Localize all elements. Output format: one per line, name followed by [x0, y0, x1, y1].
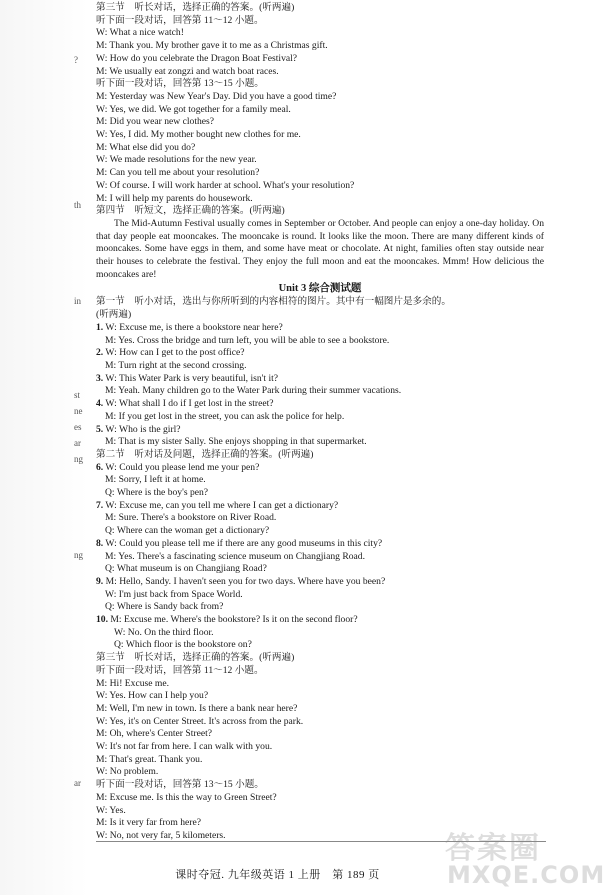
- line-text: W: Could you please lend me your pen?: [103, 461, 260, 473]
- line-text: M: Sorry, I left it at home.: [105, 474, 206, 486]
- margin-fragment: ar: [74, 438, 81, 448]
- text-line: [96, 614, 544, 627]
- page-content: [96, 2, 544, 843]
- line-text: W: Excuse me, is there a bookstore near here?: [103, 321, 283, 333]
- text-line: [96, 398, 544, 411]
- line-text: W: No, not very far, 5 kilometers.: [96, 830, 226, 841]
- line-text: M: Yes. Cross the bridge and turn left, you will be able to see a bookstore.: [105, 334, 390, 346]
- unit-title: Unit 3 综合测试题: [278, 283, 362, 295]
- line-text: W: This Water Park is very beautiful, isn't it?: [103, 372, 279, 384]
- text-line: [96, 487, 544, 500]
- text-line: [96, 601, 544, 614]
- text-line: [96, 639, 544, 652]
- line-text: 听下面一段对话，回答第 13～15 小题。: [96, 779, 264, 791]
- text-line: [96, 78, 544, 91]
- question-number: 9.: [96, 575, 104, 587]
- line-text: Q: Which floor is the bookstore on?: [114, 639, 252, 651]
- page-footer: 课时夺冠. 九年级英语 1 上册 第 189 页: [175, 869, 380, 881]
- section-block-unit3: [96, 296, 544, 842]
- text-line: [96, 779, 544, 792]
- section-block-top: [96, 2, 544, 218]
- text-line: [96, 373, 544, 386]
- line-text: M: That's great. Thank you.: [96, 753, 203, 765]
- text-line: [96, 627, 544, 640]
- line-text: M: Thank you. My brother gave it to me as a Christmas gift.: [96, 40, 328, 52]
- line-text: Q: Where can the woman get a dictionary?: [105, 525, 270, 537]
- line-text: M: What else did you do?: [96, 141, 196, 153]
- watermark-text-bottom: MXQE.COM: [447, 861, 605, 889]
- question-number: 7.: [96, 499, 104, 511]
- line-text: M: If you get lost in the street, you can ask the police for help.: [105, 410, 345, 422]
- line-text: M: Well, I'm new in town. Is there a bank near here?: [96, 702, 298, 714]
- line-text: M: Sure. There's a bookstore on River Road.: [105, 512, 277, 524]
- text-line: [96, 652, 544, 665]
- line-text: 听下面一段对话，回答第 11～12 小题。: [96, 14, 264, 26]
- text-line: [96, 551, 544, 564]
- line-text: W: What shall I do if I get lost in the street?: [103, 398, 274, 410]
- line-text: Q: What museum is on Changjiang Road?: [105, 563, 267, 575]
- line-text: W: Excuse me, can you tell me where I can get a dictionary?: [103, 499, 339, 511]
- line-text: 第四节 听短文，选择正确的答案。(听两遍): [96, 205, 285, 217]
- text-line: [96, 296, 544, 309]
- margin-fragment: es: [74, 422, 82, 432]
- line-text: 第三节 听长对话，选择正确的答案。(听两遍): [96, 652, 295, 664]
- text-line: [96, 104, 544, 117]
- line-text: W: Yes.: [96, 804, 126, 816]
- line-text: M: Oh, where's Center Street?: [96, 728, 213, 740]
- line-text: (听两遍): [96, 309, 132, 321]
- text-line: [96, 142, 544, 155]
- line-text: Q: Where is Sandy back from?: [105, 601, 224, 613]
- line-text: M: We usually eat zongzi and watch boat races.: [96, 65, 279, 77]
- text-line: [96, 322, 544, 335]
- margin-fragment: ng: [74, 454, 83, 464]
- left-margin-bleed: [0, 0, 88, 895]
- text-line: [96, 53, 544, 66]
- margin-fragment: th: [74, 200, 82, 210]
- watermark-logo: [439, 823, 605, 891]
- line-text: M: Turn right at the second crossing.: [105, 359, 247, 371]
- line-text: W: I'm just back from Space World.: [105, 588, 243, 600]
- text-line: [96, 792, 544, 805]
- text-line: [96, 27, 544, 40]
- text-line: [96, 411, 544, 424]
- line-text: W: We made resolutions for the new year.: [96, 154, 257, 166]
- text-line: [96, 525, 544, 538]
- question-number: 8.: [96, 537, 104, 549]
- text-line: [96, 703, 544, 716]
- question-number: 2.: [96, 347, 104, 359]
- line-text: W: No problem.: [96, 766, 159, 778]
- line-text: W: No. On the third floor.: [114, 626, 214, 638]
- line-text: W: Yes, I did. My mother bought new clothes for me.: [96, 129, 301, 141]
- line-text: M: Hello, Sandy. I haven't seen you for two days. Where have you been?: [103, 575, 386, 587]
- question-number: 5.: [96, 423, 104, 435]
- text-line: [96, 449, 544, 462]
- text-line: [96, 766, 544, 779]
- line-text: W: How can I get to the post office?: [103, 347, 245, 359]
- margin-fragment: ar: [74, 778, 81, 788]
- margin-fragment: ng: [74, 550, 83, 560]
- line-text: W: How do you celebrate the Dragon Boat Festival?: [96, 52, 298, 64]
- text-line: [96, 563, 544, 576]
- watermark-text-top: 答案圈: [445, 831, 541, 866]
- line-text: M: Excuse me. Where's the bookstore? Is it on the second floor?: [108, 614, 358, 626]
- line-text: 听下面一段对话，回答第 13～15 小题。: [96, 78, 264, 90]
- text-line: [96, 15, 544, 28]
- line-text: W: Yes, it's on Center Street. It's across from the park.: [96, 715, 304, 727]
- text-line: [96, 728, 544, 741]
- line-text: 第二节 听对话及问题，选择正确的答案。(听两遍): [96, 448, 314, 460]
- margin-fragment: ?: [74, 55, 78, 65]
- line-text: W: Yes. How can I help you?: [96, 690, 209, 702]
- line-text: M: Is it very far from here?: [96, 817, 201, 829]
- text-line: [96, 167, 544, 180]
- text-line: [96, 462, 544, 475]
- line-text: M: I will help my parents do housework.: [96, 192, 253, 204]
- line-text: W: Could you please tell me if there are any good museums in this city?: [103, 537, 383, 549]
- line-text: W: It's not far from here. I can walk with you.: [96, 741, 273, 753]
- line-text: 听下面一段对话，回答第 11～12 小题。: [96, 664, 264, 676]
- text-line: [96, 665, 544, 678]
- margin-fragment: in: [74, 296, 82, 306]
- text-line: [96, 716, 544, 729]
- line-text: M: Can you tell me about your resolution?: [96, 167, 260, 179]
- text-line: [96, 500, 544, 513]
- text-line: [96, 347, 544, 360]
- text-line: [96, 116, 544, 129]
- line-text: M: Yeah. Many children go to the Water Park during their summer vacations.: [105, 385, 402, 397]
- line-text: M: Hi! Excuse me.: [96, 677, 170, 689]
- text-line: [96, 360, 544, 373]
- line-text: Q: Where is the boy's pen?: [105, 487, 209, 499]
- text-line: [96, 385, 544, 398]
- text-line: [96, 741, 544, 754]
- text-line: [96, 66, 544, 79]
- line-text: M: Excuse me. Is this the way to Green Street?: [96, 791, 277, 803]
- passage-paragraph: The Mid-Autumn Festival usually comes in September or October. And people can enjoy a one-day holiday. On that day people eat mooncakes. The mooncake is round. It looks like the moon. There are many different kinds of mooncakes. Some have eggs in them, and some have meat or chocolate. At night, families often stay outside near their houses to celebrate the festival. They enjoy the full moon and eat the mooncakes. Mmm! How delicious the mooncakes are!: [96, 217, 544, 280]
- line-text: W: Who is the girl?: [103, 423, 181, 435]
- text-line: [96, 205, 544, 218]
- text-line: [96, 424, 544, 437]
- question-number: 4.: [96, 398, 104, 410]
- line-text: M: That is my sister Sally. She enjoys shopping in that supermarket.: [105, 436, 367, 448]
- margin-fragment: ne: [74, 406, 83, 416]
- line-text: 第三节 听长对话，选择正确的答案。(听两遍): [96, 2, 295, 13]
- line-text: 第一节 听小对话，选出与你所听到的内容相符的图片。其中有一幅图片是多余的。: [96, 296, 451, 308]
- line-text: W: What a nice watch!: [96, 27, 184, 39]
- text-line: [96, 436, 544, 449]
- line-text: M: Yes. There's a fascinating science museum on Changjiang Road.: [105, 550, 365, 562]
- text-line: [96, 538, 544, 551]
- text-line: [96, 805, 544, 818]
- line-text: W: Of course. I will work harder at school. What's your resolution?: [96, 179, 355, 191]
- line-text: M: Did you wear new clothes?: [96, 116, 215, 128]
- line-text: M: Yesterday was New Year's Day. Did you have a good time?: [96, 90, 337, 102]
- text-line: [96, 678, 544, 691]
- text-line: [96, 180, 544, 193]
- text-line: [96, 193, 544, 206]
- question-number: 3.: [96, 372, 104, 384]
- text-line: [96, 40, 544, 53]
- text-line: [96, 309, 544, 322]
- text-line: [96, 91, 544, 104]
- line-text: W: Yes, we did. We got together for a family meal.: [96, 103, 291, 115]
- text-line: [96, 512, 544, 525]
- text-line: [96, 335, 544, 348]
- text-line: [96, 474, 544, 487]
- text-line: [96, 690, 544, 703]
- text-line: [96, 754, 544, 767]
- question-number: 10.: [96, 614, 108, 626]
- question-number: 6.: [96, 461, 104, 473]
- text-line: [96, 576, 544, 589]
- text-line: [96, 129, 544, 142]
- text-line: [96, 589, 544, 602]
- margin-fragment: st: [74, 390, 81, 400]
- question-number: 1.: [96, 321, 104, 333]
- text-line: [96, 2, 544, 15]
- text-line: [96, 154, 544, 167]
